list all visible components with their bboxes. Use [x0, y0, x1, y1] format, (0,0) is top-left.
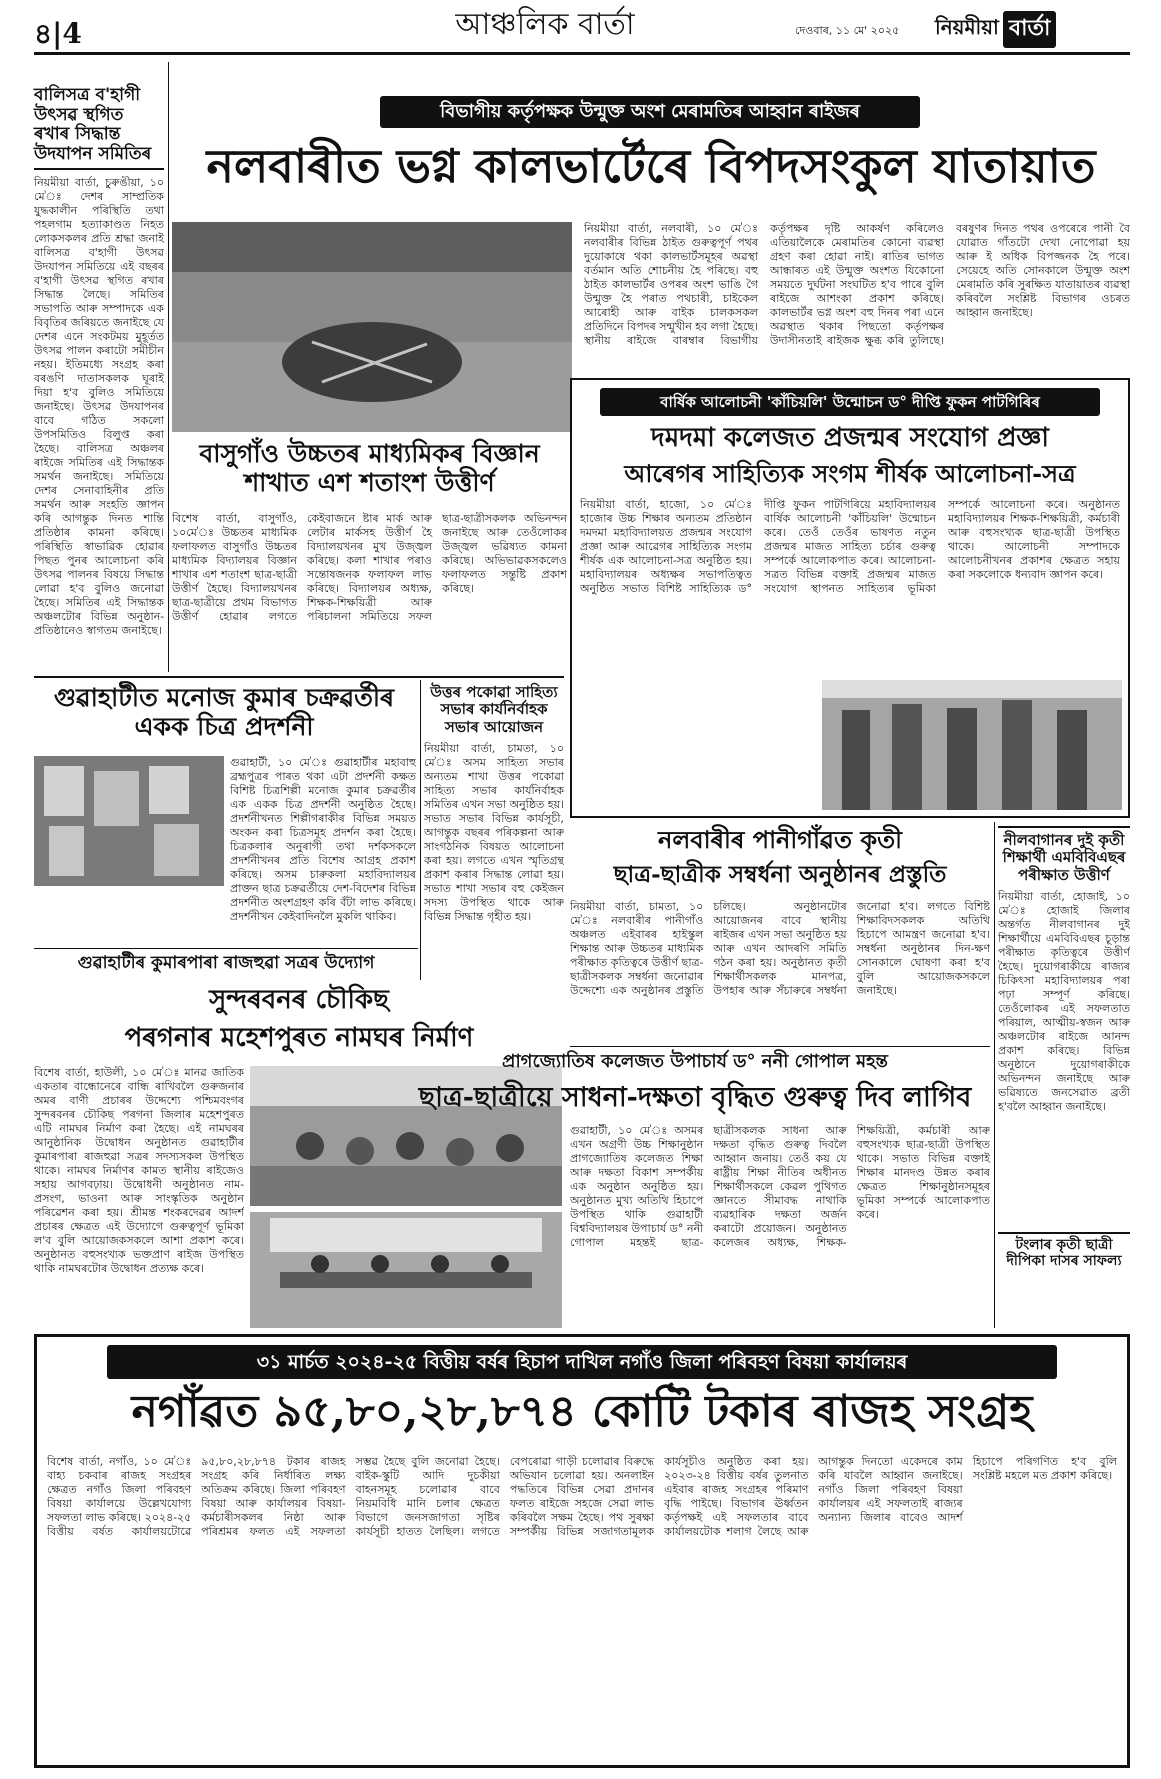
nalbari-headline-2: ছাত্ৰ-ছাত্ৰীক সম্বৰ্ধনা অনুষ্ঠানৰ প্ৰস্তুতি	[613, 861, 947, 888]
pragjyotish-body: গুৱাহাটী, ১০ মে'ঃ অসমৰ এখন অগ্ৰণী উচ্চ শিক্ষানুষ্ঠান প্ৰাগজ্যোতিষ কলেজত শিক্ষা আৰু দক্ষতা বিকাশ সম্পৰ্কীয় এক অনুষ্ঠান অনুষ্ঠিত হয়। অনুষ্ঠানত মুখ্য অতিথি হিচাপে উপস্থিত থাকি গুৱাহাটী বিশ্ববিদ্যালয়ৰ উপাচাৰ্য ড° ননী গোপাল মহন্তই ছাত্ৰ-ছাত্ৰীসকলক সাধনা আৰু দক্ষতা বৃদ্ধিত গুৰুত্ব দিবলৈ আহ্বান জনায়। তেওঁ কয় যে ৰাষ্ট্ৰীয় শিক্ষা নীতিৰ অধীনত শিক্ষাৰ্থীসকলে কেৱল পুথিগত জ্ঞানতে সীমাবদ্ধ নাথাকি ব্যৱহাৰিক দক্ষতা অৰ্জন কৰাটো প্ৰয়োজন। অনুষ্ঠানত কলেজৰ অধ্যক্ষ, শিক্ষক-শিক্ষয়িত্ৰী, কৰ্মচাৰী আৰু বহুসংখ্যক ছাত্ৰ-ছাত্ৰী উপস্থিত থাকে। সভাত বিভিন্ন বক্তাই শিক্ষাৰ মানদণ্ড উন্নত কৰাৰ ক্ষেত্ৰত শিক্ষানুষ্ঠানসমূহৰ ভূমিকা সম্পৰ্কে আলোকপাত কৰে।	[570, 1124, 990, 1249]
sundarban-body-left: বিশেষ বাৰ্তা, হাউলী, ১০ মে'ঃ মানৱ জাতিক একতাৰ বান্ধোনেৰে বান্ধি ৰাখিবলৈ গুৰুজনাৰ অমৰ বাণী প্ৰচাৰৰ উদ্দেশ্যে পশ্চিমবংগৰ সুন্দৰবনৰ চৌকিছ পৰগনা জিলাৰ মহেশপুৰত এটি নামঘৰ নিৰ্মাণ কৰা হৈছে। এই নামঘৰৰ আনুষ্ঠানিক উদ্বোধন অনুষ্ঠানত গুৱাহাটীৰ কুমাৰপাৰা ৰাজহুৱা সত্ৰৰ সদস্যসকল উপস্থিত থাকে। নামঘৰ নিৰ্মাণৰ কামত স্থানীয় ৰাইজেও সহায় আগবঢ়ায়। উদ্বোধনী অনুষ্ঠানত নাম-প্ৰসংগ, ভাওনা আৰু সাংস্কৃতিক অনুষ্ঠান পৰিৱেশন কৰা হয়। শ্ৰীমন্ত শংকৰদেৱৰ আদৰ্শ প্ৰচাৰৰ ক্ষেত্ৰত এই উদ্যোগে গুৰুত্বপূৰ্ণ ভূমিকা ল'ব বুলি আয়োজকসকলে আশা প্ৰকাশ কৰে। অনুষ্ঠানত বহুসংখ্যক ভক্তপ্ৰাণ ৰাইজ উপস্থিত থাকি নামঘৰটোৰ উদ্বোধন প্ৰত্যক্ষ কৰে।	[34, 1066, 244, 1275]
masthead-logo	[935, 12, 1130, 46]
sundarban-headline-2: পৰগনাৰ মহেশপুৰত নামঘৰ নিৰ্মাণ	[124, 1023, 474, 1053]
nilbagan-headline: নীলবাগানৰ দুই কৃতী শিক্ষাৰ্থী এমবিবিএছৰ পৰীক্ষাত উত্তীৰ্ণ	[998, 826, 1130, 884]
nalbari-body: নিয়মীয়া বাৰ্তা, চামতা, ১০ মে'ঃ নলবাৰীৰ পানীগাঁও অঞ্চলত এইবাৰৰ হাইস্কুল শিক্ষান্ত আৰু উচ্চতৰ মাধ্যমিক পৰীক্ষাত কৃতিত্বৰে উত্তীৰ্ণ ছাত্ৰ-ছাত্ৰীসকলক সম্বৰ্ধনা জনোৱাৰ উদ্দেশ্যে এক অনুষ্ঠানৰ প্ৰস্তুতি চলিছে। অনুষ্ঠানটোৰ আয়োজনৰ বাবে স্থানীয় ৰাইজৰ এখন সভা অনুষ্ঠিত হয় আৰু এখন আদৰণি সমিতি গঠন কৰা হয়। অনুষ্ঠানত কৃতী শিক্ষাৰ্থীসকলক মানপত্ৰ, উপহাৰ আৰু সঁচাৰুৰে সম্বৰ্ধনা জনোৱা হ'ব। লগতে বিশিষ্ট শিক্ষাবিদসকলক অতিথি হিচাপে আমন্ত্ৰণ জনোৱা হ'ব। সম্বৰ্ধনা অনুষ্ঠানৰ দিন-ক্ষণ সোনকালে ঘোষণা কৰা হ'ব বুলি আয়োজকসকলে জনাইছে।	[570, 900, 990, 997]
lead-headline: নলবাৰীত ভগ্ন কালভাৰ্টেৰে বিপদসংকুল যাতায়াত	[206, 139, 1096, 193]
row-divider-3	[570, 1046, 990, 1047]
uttar-left-divider	[420, 680, 421, 980]
row-divider-1	[34, 676, 564, 678]
exhibition-photo-placeholder	[34, 756, 224, 886]
damdama-headline-2: আৰেগৰ সাহিত্যিক সংগম শীৰ্ষক আলোচনা-সত্ৰ	[624, 459, 1076, 488]
release-photo-placeholder	[822, 680, 1122, 810]
school-headline: বাসুগাঁও উচ্চতৰ মাধ্যমিকৰ বিজ্ঞান শাখাত এশ শতাংশ উত্তীৰ্ণ	[199, 439, 540, 497]
damdama-story	[570, 378, 1130, 818]
pragjyotish-photo	[250, 1212, 562, 1328]
manoj-photo	[34, 756, 224, 886]
nalbari-headline-1: নলবাৰীৰ পানীগাঁৱত কৃতী	[658, 825, 902, 854]
pragjyotish-kicker: প্ৰাগজ্যোতিষ কলেজত উপাচাৰ্য ড° ননী গোপাল মহন্ত	[502, 1051, 888, 1072]
header-rule	[34, 52, 1130, 55]
revenue-body: বিশেষ বাৰ্তা, নগাঁও, ১০ মে'ঃ বাহ্য চকবাৰ ৰাজহ সংগ্ৰহৰ ক্ষেত্ৰত নগাঁও জিলা পৰিবহণ বিষয়া কাৰ্যালয়ে উল্লেখযোগ্য সফলতা লাভ কৰিছে। ২০২৪-২৫ বিত্তীয় বৰ্ষত কাৰ্যালয়টোৱে ৯৫,৮০,২৮,৮৭৪ টকাৰ ৰাজহ সংগ্ৰহ কৰি নিৰ্ধাৰিত লক্ষ্য অতিক্ৰম কৰিছে। জিলা পৰিবহণ বিষয়া আৰু কাৰ্যালয়ৰ বিষয়া-কৰ্মচাৰীসকলৰ নিষ্ঠা আৰু পৰিশ্ৰমৰ ফলত এই সফলতা সম্ভৱ হৈছে বুলি জনোৱা হৈছে। বাইক-স্কুটি আদি দুচকীয়া বাহনসমূহ চলোৱাৰ বাবে নিয়মবিধি মানি চলাৰ ক্ষেত্ৰত বিভাগে জনসজাগতা সৃষ্টিৰ কাৰ্যসূচী হাতত লৈছিল। লগতে বেপৰোৱা গাড়ী চলোৱাৰ বিৰুদ্ধে অভিযান চলোৱা হয়। অনলাইন পদ্ধতিৰে বিভিন্ন সেৱা প্ৰদানৰ ফলত ৰাইজে সহজে সেৱা লাভ কৰিবলৈ সক্ষম হৈছে। পথ সুৰক্ষা সম্পৰ্কীয় বিভিন্ন সজাগতামূলক কাৰ্যসূচীও অনুষ্ঠিত কৰা হয়। ২০২৩-২৪ বিত্তীয় বৰ্ষৰ তুলনাত এইবাৰ ৰাজহ সংগ্ৰহৰ পৰিমাণ বৃদ্ধি পাইছে। বিভাগৰ ঊৰ্ধ্বতন কৰ্তৃপক্ষই এই সফলতাৰ বাবে কাৰ্যালয়টোক শলাগ লৈছে আৰু আগন্তুক দিনতো একেদৰে কাম কৰি যাবলৈ আহ্বান জনাইছে। নগাঁও জিলা পৰিবহণ বিষয়া কাৰ্যালয়ৰ এই সফলতাই ৰাজ্যৰ অন্যান্য জিলাৰ বাবেও আদৰ্শ হিচাপে পৰিগণিত হ'ব বুলি সংশ্লিষ্ট মহলে মত প্ৰকাশ কৰিছে।	[47, 1455, 1117, 1538]
uttar-body: নিয়মীয়া বাৰ্তা, চামতা, ১০ মে'ঃ অসম সাহিত্য সভাৰ অন্যতম শাখা উত্তৰ পকোৱা সাহিত্য সভাৰ কাৰ্যনিৰ্বাহক সমিতিৰ এখন সভা অনুষ্ঠিত হয়। সভাত সভাৰ বিভিন্ন কাৰ্যসূচী, আগন্তুক বছৰৰ পৰিকল্পনা আৰু সাংগঠনিক বিষয়ত আলোচনা কৰা হয়। লগতে এখন স্মৃতিগ্ৰন্থ প্ৰকাশ কৰাৰ সিদ্ধান্ত লোৱা হয়। সভাত শাখা সভাৰ বহু কেইজন সদস্য উপস্থিত থাকে আৰু বিভিন্ন সিদ্ধান্ত গৃহীত হয়।	[424, 741, 564, 923]
nilbagan-body: নিয়মীয়া বাৰ্তা, হোজাই, ১০ মে'ঃ হোজাই জিলাৰ অন্তৰ্গত নীলবাগানৰ দুই শিক্ষাৰ্থীয়ে এমবিবিএছৰ চূড়ান্ত পৰীক্ষাত কৃতিত্বৰে উত্তীৰ্ণ হৈছে। দুয়োগৰাকীয়ে ৰাজ্যৰ চিকিৎসা মহাবিদ্যালয়ৰ পৰা পঢ়া সম্পূৰ্ণ কৰিছে। তেওঁলোকৰ এই সফলতাত পৰিয়াল, আত্মীয়-স্বজন আৰু অঞ্চলটোৰ ৰাইজে আনন্দ প্ৰকাশ কৰিছে। বিভিন্ন অনুষ্ঠানে দুয়োগৰাকীকে অভিনন্দন জনাইছে আৰু ভৱিষ্যতে জনসেৱাত ব্ৰতী হ'বলৈ আহ্বান জনাইছে।	[998, 889, 1130, 1113]
pragjyotish-headline: ছাত্ৰ-ছাত্ৰীয়ে সাধনা-দক্ষতা বৃদ্ধিত গুৰুত্ব দিব লাগিব	[418, 1082, 972, 1113]
manoj-body: গুৱাহাটী, ১০ মে'ঃ গুৱাহাটীৰ মহাবাহু ব্ৰহ্মপুত্ৰৰ পাৰত থকা এটা প্ৰদৰ্শনী কক্ষত বিশিষ্ট চিত্ৰশিল্পী মনোজ কুমাৰ চক্ৰৱৰ্তীৰ এক একক চিত্ৰ প্ৰদৰ্শনী অনুষ্ঠিত হৈছে। প্ৰদৰ্শনীখনত শিল্পীগৰাকীৰ বিভিন্ন সময়ত অংকন কৰা চিত্ৰসমূহ প্ৰদৰ্শন কৰা হৈছে। চিত্ৰকলাৰ অনুৰাগী তথা দৰ্শকসকলে প্ৰদৰ্শনীখনৰ প্ৰতি বিশেষ আগ্ৰহ প্ৰকাশ কৰিছে। অসম চাৰুকলা মহাবিদ্যালয়ৰ প্ৰাক্তন ছাত্ৰ চক্ৰৱৰ্তীয়ে দেশ-বিদেশৰ বিভিন্ন প্ৰদৰ্শনীত অংশগ্ৰহণ কৰি বঁটা লাভ কৰিছে। প্ৰদৰ্শনীখন কেইবাদিনলৈ মুকলি থাকিব।	[230, 756, 416, 923]
satra-headline: গুৱাহাটীৰ কুমাৰপাৰা ৰাজহুৱা সত্ৰৰ উদ্যোগ	[77, 953, 375, 973]
logo-text-right: বাৰ্তা	[1003, 11, 1057, 48]
left-story-headline: বালিসত্ৰ ব'হাগী উৎসৱ স্থগিত ৰখাৰ সিদ্ধান্ত উদযাপন সমিতিৰ	[34, 86, 164, 170]
damdama-headline-1: দমদমা কলেজত প্ৰজন্মৰ সংযোগ প্ৰজ্ঞা	[651, 423, 1049, 453]
damdama-photo	[822, 680, 1122, 810]
lead-photo	[172, 222, 572, 432]
uttar-story	[424, 684, 564, 984]
right-column-divider	[994, 822, 995, 1328]
page-number: ৪|4	[34, 17, 82, 50]
tangla-headline: টংলাৰ কৃতী ছাত্ৰী দীপিকা দাসৰ সাফল্য	[998, 1232, 1130, 1269]
tangla-story	[998, 1232, 1130, 1328]
logo-text-left: নিয়মীয়া	[935, 14, 999, 39]
lead-body: নিয়মীয়া বাৰ্তা, নলবাৰী, ১০ মে'ঃ নলবাৰীৰ বিভিন্ন ঠাইত গুৰুত্বপূৰ্ণ পথৰ দুয়োকাষে থকা কালভাৰ্টসমূহৰ অৱস্থা বৰ্তমান অতি শোচনীয় হৈ পৰিছে। বহু ঠাইত কালভাৰ্টৰ ওপৰৰ অংশ ভাঙি গৈ উন্মুক্ত হৈ পৰাত পথচাৰী, চাইকেল আৰোহী আৰু বাইক চালকসকল প্ৰতিদিনে বিপদৰ সন্মুখীন হব লগা হৈছে। স্থানীয় ৰাইজে বাৰম্বাৰ বিভাগীয় কৰ্তৃপক্ষৰ দৃষ্টি আকৰ্ষণ কৰিলেও এতিয়ালৈকে মেৰামতিৰ কোনো ব্যৱস্থা গ্ৰহণ কৰা হোৱা নাই। ৰাতিৰ ভাগত আন্ধাৰত এই উন্মুক্ত অংশত যিকোনো সময়তে দুৰ্ঘটনা সংঘটিত হ'ব পাৰে বুলি ৰাইজে আশংকা প্ৰকাশ কৰিছে। কালভাৰ্টৰ ভগ্ন অংশ বহু দিনৰ পৰা এনে অৱস্থাত থকাৰ পিছতো কৰ্তৃপক্ষৰ উদাসীনতাই ৰাইজক ক্ষুব্ধ কৰি তুলিছে। বৰষুণৰ দিনত পথৰ ওপৰেৰে পানী বৈ যোৱাত গাঁতটো দেখা নোপোৱা হয় আৰু ই অধিক বিপজ্জনক হৈ পৰে। সেয়েহে অতি সোনকালে উন্মুক্ত অংশ মেৰামতি কৰি সুৰক্ষিত যাতায়াতৰ ব্যৱস্থা কৰিবলৈ সংশ্লিষ্ট বিভাগৰ ওচৰত আহ্বান জনাইছে।	[584, 222, 1130, 347]
seminar-photo-placeholder	[250, 1212, 562, 1328]
revenue-story	[34, 1334, 1130, 1768]
uttar-headline: উত্তৰ পকোৱা সাহিত্য সভাৰ কাৰ্যনিৰ্বাহক সভাৰ আয়োজন	[430, 683, 558, 736]
section-title: আঞ্চলিক বাৰ্তা	[455, 7, 635, 42]
row-divider-2	[34, 948, 418, 949]
left-story	[34, 86, 164, 666]
issue-date: দেওবাৰ, ১১ মে' ২০২৫	[795, 24, 900, 37]
left-column-divider	[168, 62, 169, 672]
school-body: বিশেষ বাৰ্তা, বাসুগাঁও, ১০মে'ঃ উচ্চতৰ মাধ্যমিক ফলাফলত বাসুগাঁও উচ্চতৰ মাধ্যমিক বিদ্যালয়ৰ বিজ্ঞান শাখাৰ এশ শতাংশ ছাত্ৰ-ছাত্ৰী উত্তীৰ্ণ হৈছে। বিদ্যালয়খনৰ ছাত্ৰ-ছাত্ৰীয়ে প্ৰথম বিভাগত উত্তীৰ্ণ হোৱাৰ লগতে কেইবাজনে ষ্টাৰ মাৰ্ক আৰু লেটাৰ মাৰ্কসহ উত্তীৰ্ণ হৈ বিদ্যালয়খনৰ মুখ উজ্জ্বল কৰিছে। কলা শাখাৰ পৰাও সন্তোষজনক ফলাফল লাভ কৰিছে। বিদ্যালয়ৰ অধ্যক্ষ, শিক্ষক-শিক্ষয়িত্ৰী আৰু পৰিচালনা সমিতিয়ে সফল ছাত্ৰ-ছাত্ৰীসকলক অভিনন্দন জনাইছে আৰু তেওঁলোকৰ উজ্জ্বল ভৱিষ্যত কামনা কৰিছে। অভিভাৱকসকলেও ফলাফলত সন্তুষ্টি প্ৰকাশ কৰিছে।	[172, 512, 567, 623]
revenue-banner: ৩১ মাৰ্চত ২০২৪-২৫ বিত্তীয় বৰ্ষৰ হিচাপ দাখিল নগাঁও জিলা পৰিবহণ বিষয়া কাৰ্যালয়ৰ	[107, 1345, 1057, 1379]
damdama-banner: বাৰ্ষিক আলোচনী 'কাঁচিয়লি' উন্মোচন ড° দীপ্তি ফুকন পাটগিৰিৰ	[600, 388, 1100, 416]
lead-banner: বিভাগীয় কৰ্তৃপক্ষক উন্মুক্ত অংশ মেৰামতিৰ আহ্বান ৰাইজৰ	[380, 96, 920, 128]
left-story-body: নিয়মীয়া বাৰ্তা, চুৰুঙীয়া, ১০ মে'ঃ দেশৰ সাম্প্ৰতিক যুদ্ধকালীন পৰিস্থিতি তথা পহলগাম হত্যাকাণ্ডত নিহত লোকসকলৰ প্ৰতি শ্ৰদ্ধা জনাই বালিসত্ৰ ব'হাগী উৎসৱ উদযাপন সমিতিয়ে এই বছৰৰ ব'হাগী উৎসৱ স্থগিত ৰখাৰ সিদ্ধান্ত লৈছে। সমিতিৰ সভাপতি আৰু সম্পাদকে এক বিবৃতিৰ জৰিয়তে জনাইছে যে দেশৰ এনে সংকটময় মুহূৰ্তত উৎসৱ পালন কৰাটো সমীচীন নহয়। ইতিমধ্যে সংগ্ৰহ কৰা বৰঙণি দাতাসকলক ঘূৰাই দিয়া হ'ব বুলিও সমিতিয়ে জনাইছে। উৎসৱ উদযাপনৰ বাবে গঠিত সকলো উপসমিতিও বিলুপ্ত কৰা হৈছে। বালিসত্ৰ অঞ্চলৰ ৰাইজে সমিতিৰ এই সিদ্ধান্তক সমৰ্থন জনাইছে। সমিতিয়ে দেশৰ সেনাবাহিনীৰ প্ৰতি সমৰ্থন আৰু সংহতি জ্ঞাপন কৰি আগন্তুক দিনত শান্তি প্ৰতিষ্ঠাৰ কামনা কৰিছে। পৰিস্থিতি স্বাভাৱিক হোৱাৰ পিছত পুনৰ আলোচনা কৰি উৎসৱ পালনৰ বিষয়ে সিদ্ধান্ত লোৱা হ'ব বুলিও জনোৱা হৈছে। সমিতিৰ এই সিদ্ধান্তক অঞ্চলটোৰ বিভিন্ন অনুষ্ঠান-প্ৰতিষ্ঠানেও স্বাগতম জনাইছে।	[34, 176, 164, 638]
culvert-photo-placeholder	[172, 222, 572, 432]
nilbagan-story	[998, 826, 1130, 1226]
revenue-headline: নগাঁৱত ৯৫,৮০,২৮,৮৭৪ কোটি টকাৰ ৰাজহ সংগ্ৰহ	[131, 1386, 1033, 1437]
manoj-headline: গুৱাহাটীত মনোজ কুমাৰ চক্ৰৱৰ্তীৰ একক চিত্ৰ প্ৰদৰ্শনী	[53, 683, 395, 741]
damdama-body: নিয়মীয়া বাৰ্তা, হাজো, ১০ মে'ঃ হাজোৰ উচ্চ শিক্ষাৰ অন্যতম প্ৰতিষ্ঠান দমদমা মহাবিদ্যালয়ত প্ৰজন্মৰ সংযোগ প্ৰজ্ঞা আৰু আৱেগৰ সাহিত্যিক সংগম শীৰ্ষক এক আলোচনা-সত্ৰ অনুষ্ঠিত হয়। মহাবিদ্যালয়ৰ অধ্যক্ষৰ সভাপতিত্বত অনুষ্ঠিত সভাত বিশিষ্ট সাহিত্যিক ড° দীপ্তি ফুকন পাটগিৰিয়ে মহাবিদ্যালয়ৰ বাৰ্ষিক আলোচনী 'কাঁচিয়লি' উন্মোচন কৰে। তেওঁ তেওঁৰ ভাষণত নতুন প্ৰজন্মৰ মাজত সাহিত্য চৰ্চাৰ গুৰুত্ব সম্পৰ্কে আলোকপাত কৰে। আলোচনা-সত্ৰত বিভিন্ন বক্তাই প্ৰজন্মৰ মাজত সংযোগ স্থাপনত সাহিত্যৰ ভূমিকা সম্পৰ্কে আলোচনা কৰে। অনুষ্ঠানত মহাবিদ্যালয়ৰ শিক্ষক-শিক্ষয়িত্ৰী, কৰ্মচাৰী আৰু বহুসংখ্যক ছাত্ৰ-ছাত্ৰী উপস্থিত থাকে। আলোচনী সম্পাদকে আলোচনীখনৰ প্ৰকাশৰ ক্ষেত্ৰত সহায় কৰা সকলোকে ধন্যবাদ জ্ঞাপন কৰে।	[580, 498, 1120, 595]
sundarban-headline-1: সুন্দৰবনৰ চৌকিছ	[209, 985, 389, 1015]
